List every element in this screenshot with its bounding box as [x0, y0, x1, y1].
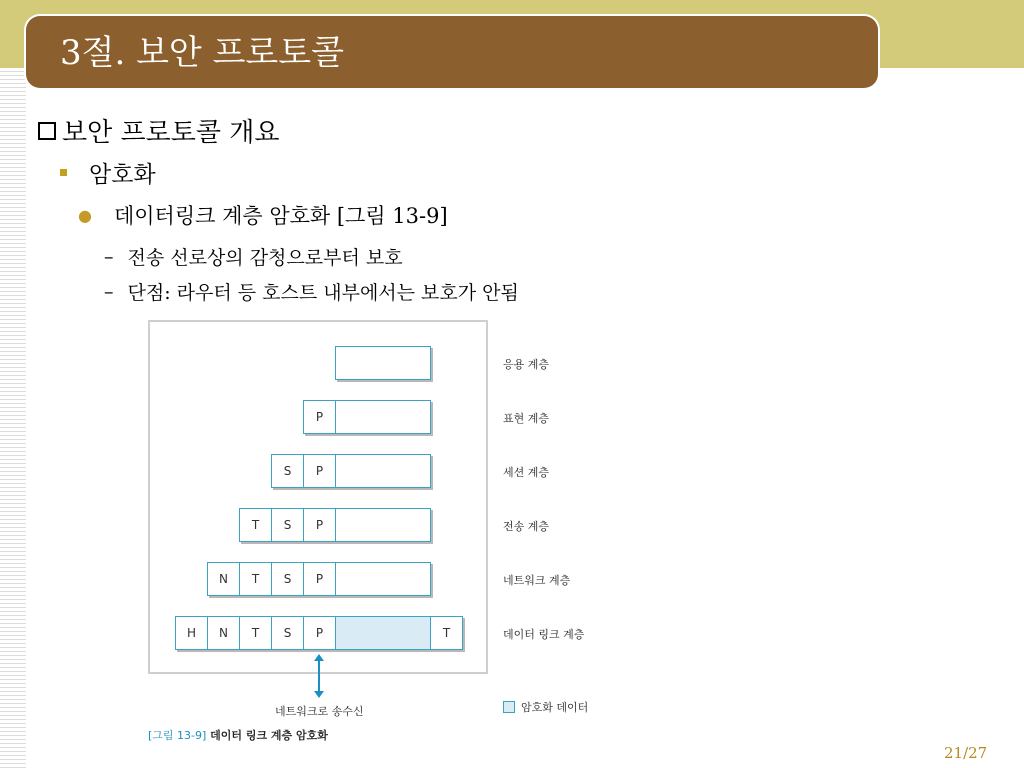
bullet-level1 — [38, 112, 279, 149]
header-cell: H — [176, 617, 208, 649]
payload — [336, 401, 430, 433]
bidirectional-arrow-icon — [312, 654, 326, 698]
payload — [336, 509, 430, 541]
left-stripes — [0, 68, 26, 768]
square-bullet-icon — [38, 122, 56, 140]
header-cell: P — [304, 509, 336, 541]
header-cell: S — [272, 617, 304, 649]
header-cell: P — [304, 563, 336, 595]
page-number: 21/27 — [944, 744, 988, 762]
header-cell: N — [208, 617, 240, 649]
layer-label: 네트워크 계층 — [503, 574, 571, 587]
header-cell: P — [304, 617, 336, 649]
bullet-level3-text: 데이터링크 계층 암호화 [그림 13-9] — [113, 204, 448, 228]
bullet-level4-item — [104, 278, 519, 305]
dash-bullet: – — [104, 245, 114, 268]
header-cell: P — [304, 455, 336, 487]
dot-bullet-icon: ● — [78, 205, 92, 225]
layer-box — [303, 400, 431, 434]
layer-label: 표현 계층 — [503, 412, 550, 425]
bullet-level2 — [60, 156, 156, 189]
payload — [336, 563, 430, 595]
layer-label: 응용 계층 — [503, 358, 550, 371]
layer-box — [239, 508, 431, 542]
small-square-bullet-icon — [60, 169, 67, 176]
layer-label: 세션 계층 — [503, 466, 550, 479]
caption-number: [그림 13-9] — [148, 729, 207, 742]
header-cell: S — [272, 563, 304, 595]
header-cell: P — [304, 401, 336, 433]
dash-bullet: – — [104, 280, 114, 303]
slide-title: 3절. 보안 프로토콜 — [60, 33, 344, 73]
bullet-level4-item — [104, 243, 403, 270]
trailer-cell: T — [430, 617, 462, 649]
layer-box — [207, 562, 431, 596]
header-cell: S — [272, 509, 304, 541]
bullet-level1-text: 보안 프로토콜 개요 — [62, 118, 280, 148]
layer-box — [175, 616, 463, 650]
bullet-level2-text: 암호화 — [89, 162, 156, 188]
bullet-level4-text: 단점: 라우터 등 호스트 내부에서는 보호가 안됨 — [127, 282, 519, 304]
layer-box — [335, 346, 431, 380]
legend-swatch — [503, 701, 515, 713]
header-cell: T — [240, 617, 272, 649]
layer-label: 데이터 링크 계층 — [503, 628, 585, 641]
header-cell: S — [272, 455, 304, 487]
figure-caption — [148, 727, 328, 743]
caption-text: 데이터 링크 계층 암호화 — [210, 729, 328, 742]
layer-label: 전송 계층 — [503, 520, 550, 533]
bullet-level4-text: 전송 선로상의 감청으로부터 보호 — [127, 247, 403, 269]
network-label: 네트워크로 송수신 — [275, 705, 364, 718]
legend-label: 암호화 데이터 — [521, 701, 589, 714]
encrypted-payload — [336, 617, 430, 649]
payload — [336, 455, 430, 487]
header-cell: T — [240, 509, 272, 541]
header-cell: T — [240, 563, 272, 595]
header-cell: N — [208, 563, 240, 595]
layer-box — [271, 454, 431, 488]
title-bar — [26, 16, 878, 88]
payload — [336, 347, 430, 379]
legend — [503, 699, 588, 715]
bullet-level3 — [78, 200, 448, 230]
